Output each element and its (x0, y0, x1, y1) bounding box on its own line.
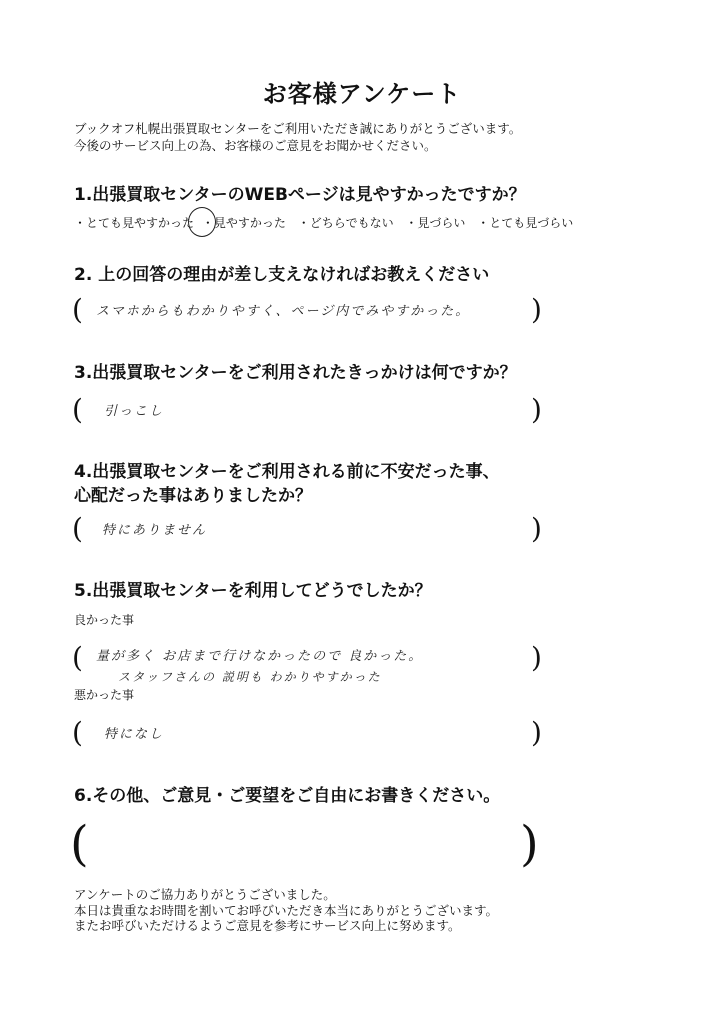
closing-message (74, 887, 498, 934)
q4-open-paren: ( (72, 512, 83, 545)
q2-open-paren: ( (72, 293, 83, 326)
q1-question: 1.出張買取センターのWEBページは見やすかったですか？ (74, 185, 526, 205)
q4-answer[interactable]: 特にありません (102, 523, 208, 538)
q5-bad-close-paren: ) (531, 716, 542, 749)
q1-option-5[interactable]: ・とても見づらい (477, 216, 574, 230)
q2-close-paren: ) (531, 293, 542, 326)
q5-good-answer-line-1[interactable]: 量が多く お店まで行けなかったので 良かった。 (96, 649, 424, 664)
q1-option-3[interactable]: ・どちらでもない (297, 216, 394, 230)
q1-option-2[interactable]: ・見やすかった (201, 216, 286, 230)
q1-option-1[interactable]: ・とても見やすかった (74, 216, 195, 230)
q5-good-open-paren: ( (72, 641, 83, 674)
q5-question: 5.出張買取センターを利用してどうでしたか？ (74, 581, 432, 601)
q6-answer-area[interactable] (100, 822, 515, 872)
intro-line-1: ブックオフ札幌出張買取センターをご利用いただき誠にありがとうございます。 (74, 121, 522, 136)
page-title: お客様アンケート (262, 80, 462, 108)
q6-close-paren: ) (520, 816, 539, 872)
closing-line-3: またお呼びいただけるようご意見を参考にサービス向上に努めます。 (74, 918, 461, 933)
q5-good-answer-line-2[interactable]: スタッフさんの 説明も わかりやすかった (118, 670, 382, 684)
intro-line-2: 今後のサービス向上の為、お客様のご意見をお聞かせください。 (74, 138, 437, 153)
q5-good-close-paren: ) (531, 641, 542, 674)
closing-line-2: 本日は貴重なお時間を割いてお呼びいただき本当にありがとうございます。 (74, 902, 499, 918)
q2-answer[interactable]: スマホからもわかりやすく、ページ内でみやすかった。 (96, 304, 471, 319)
q4-question-line-1: 4.出張買取センターをご利用される前に不安だった事、 (74, 462, 500, 482)
q5-good-label: 良かった事 (74, 613, 135, 627)
q4-close-paren: ) (531, 512, 542, 545)
q6-question: 6.その他、ご意見・ご要望をご自由にお書きください。 (74, 786, 501, 806)
q5-bad-open-paren: ( (72, 716, 83, 749)
q1-options (74, 214, 573, 231)
q5-bad-label: 悪かった事 (74, 688, 135, 702)
q3-open-paren: ( (72, 393, 83, 426)
q1-option-4[interactable]: ・見づらい (405, 216, 466, 230)
q2-question: 2. 上の回答の理由が差し支えなければお教えください (74, 265, 490, 285)
intro-text (74, 120, 521, 154)
q4-question-line-2: 心配だった事はありましたか？ (74, 486, 312, 506)
closing-line-1: アンケートのご協力ありがとうございました。 (74, 887, 336, 902)
q3-answer[interactable]: 引っこし (104, 404, 165, 419)
q3-close-paren: ) (531, 393, 542, 426)
q5-bad-answer[interactable]: 特になし (104, 727, 165, 742)
selection-circle (188, 207, 216, 237)
q6-open-paren: ( (70, 816, 89, 872)
q3-question: 3.出張買取センターをご利用されたきっかけは何ですか？ (74, 363, 517, 383)
